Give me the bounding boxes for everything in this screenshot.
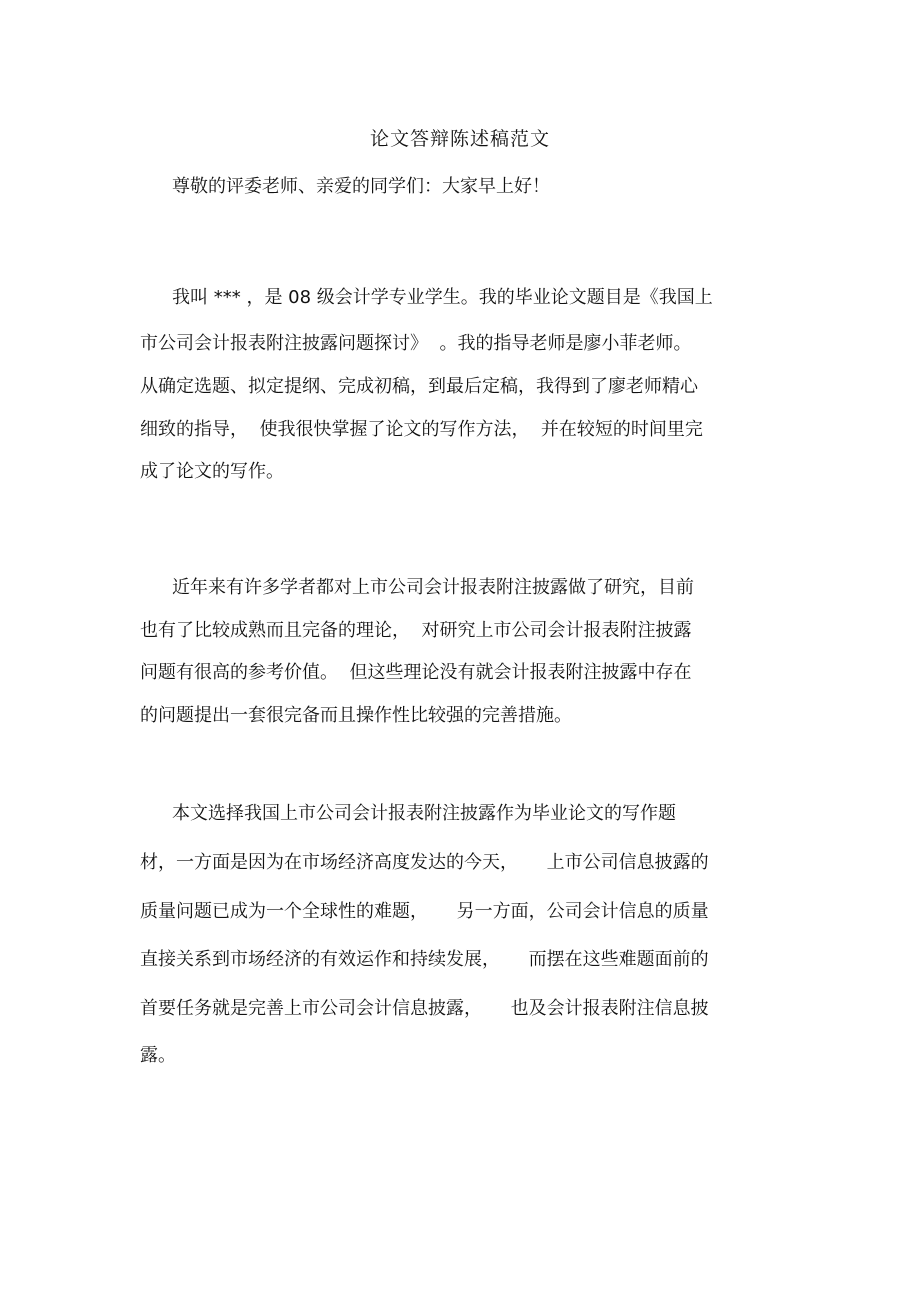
paragraph-line: 直接关系到市场经济的有效运作和持续发展， 而摆在这些难题面前的 bbox=[140, 949, 709, 970]
greeting-line: 尊敬的评委老师、亲爱的同学们：大家早上好！ bbox=[172, 176, 550, 197]
paragraph-line: 成了论文的写作。 bbox=[140, 461, 284, 482]
paragraph-line: 质量问题已成为一个全球性的难题， 另一方面，公司会计信息的质量 bbox=[140, 901, 709, 922]
paragraph-line: 我叫 *** ，是 08 级会计学专业学生。我的毕业论文题目是《我国上 bbox=[172, 287, 713, 308]
paragraph-line: 材，一方面是因为在市场经济高度发达的今天， 上市公司信息披露的 bbox=[140, 852, 709, 873]
paragraph-line: 也有了比较成熟而且完备的理论， 对研究上市公司会计报表附注披露 bbox=[140, 620, 692, 641]
paragraph-line: 细致的指导， 使我很快掌握了论文的写作方法， 并在较短的时间里完 bbox=[140, 419, 703, 440]
paragraph-line: 本文选择我国上市公司会计报表附注披露作为毕业论文的写作题 bbox=[172, 803, 676, 824]
paragraph-line: 露。 bbox=[140, 1045, 176, 1066]
paragraph-line: 从确定选题、拟定提纲、完成初稿，到最后定稿，我得到了廖老师精心 bbox=[140, 376, 698, 397]
document-title: 论文答辩陈述稿范文 bbox=[369, 128, 550, 150]
paragraph-line: 近年来有许多学者都对上市公司会计报表附注披露做了研究，目前 bbox=[172, 577, 694, 598]
paragraph-line: 首要任务就是完善上市公司会计信息披露， 也及会计报表附注信息披 bbox=[140, 998, 709, 1019]
paragraph-line: 问题有很高的参考价值。 但这些理论没有就会计报表附注披露中存在 bbox=[140, 662, 692, 683]
paragraph-line: 的问题提出一套很完备而且操作性比较强的完善措施。 bbox=[140, 705, 572, 726]
paragraph-line: 市公司会计报表附注披露问题探讨》 。我的指导老师是廖小菲老师。 bbox=[140, 333, 692, 354]
